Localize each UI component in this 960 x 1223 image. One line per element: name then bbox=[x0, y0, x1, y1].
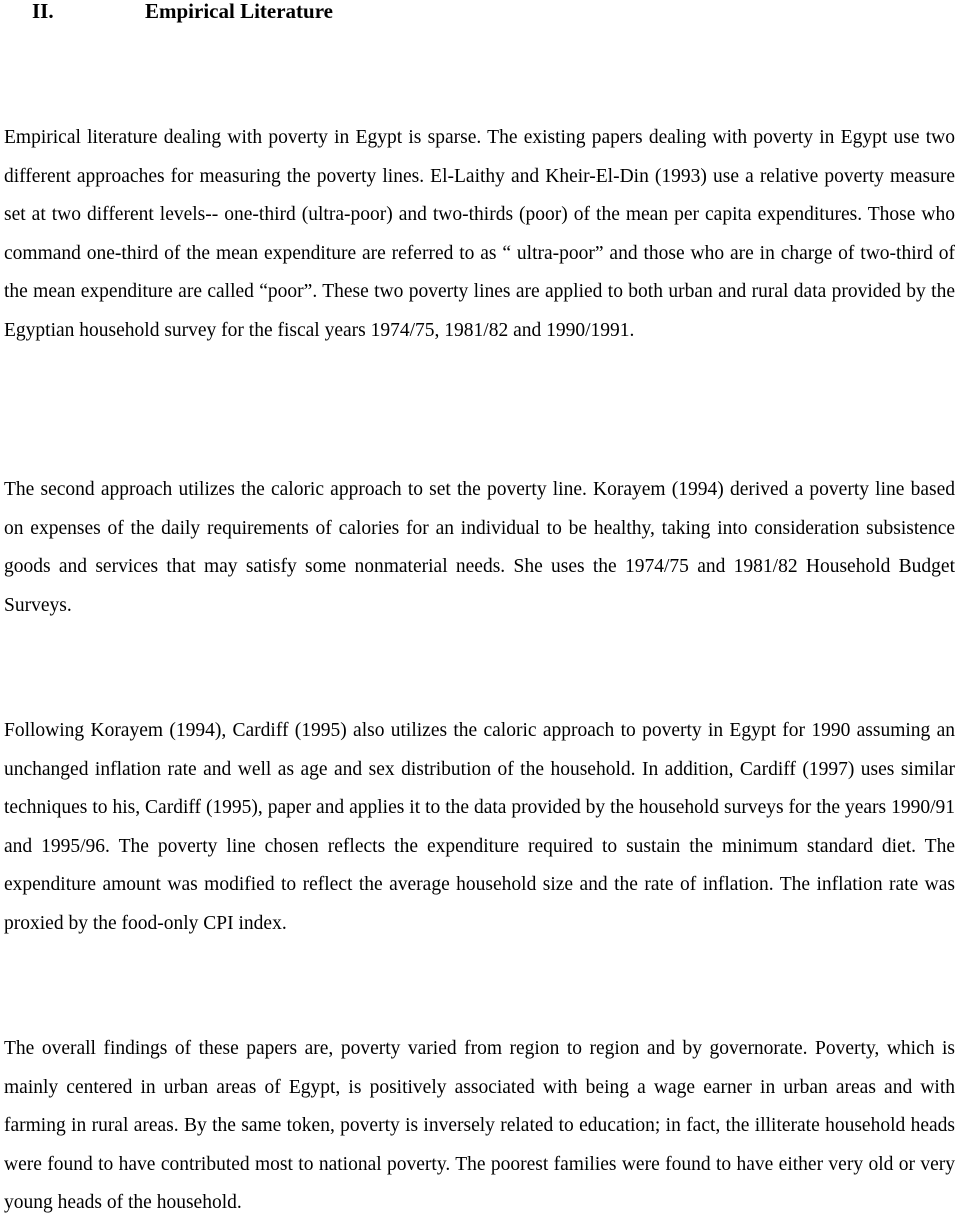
paragraph-cardiff: Following Korayem (1994), Cardiff (1995) also utilizes the caloric approach to poverty in Egypt for 1990 assuming an unchanged inflation rate and well as age and sex distribution of the household. In addition, Cardiff (1997) uses similar techniques to his, Cardiff (1995), paper and applies it to the data provided by the household surveys for the years 1990/91 and 1995/96. The poverty line chosen reflects the expenditure required to sustain the minimum standard diet. The expenditure amount was modified to reflect the average household size and the rate of inflation. The inflation rate was proxied by the food-only CPI index. bbox=[4, 720, 955, 934]
section-number: II. bbox=[32, 0, 54, 23]
section-heading bbox=[32, 0, 333, 26]
paragraph-findings: The overall findings of these papers are, poverty varied from region to region and by governorate. Poverty, which is mainly centered in urban areas of Egypt, is positively associated with being a wage earner in urban areas and with farming in rural areas. By the same token, poverty is inversely related to education; in fact, the illiterate household heads were found to have contributed most to national poverty. The poorest families were found to have either very old or very young heads of the household. bbox=[4, 1038, 955, 1213]
paragraph-intro: Empirical literature dealing with poverty in Egypt is sparse. The existing papers dealing with poverty in Egypt use two different approaches for measuring the poverty lines. El-Laithy and Kheir-El-Din (1993) use a relative poverty measure set at two different levels-- one-third (ultra-poor) and two-thirds (poor) of the mean per capita expenditures. Those who command one-third of the mean expenditure are referred to as “ ultra-poor” and those who are in charge of two-third of the mean expenditure are called “poor”. These two poverty lines are applied to both urban and rural data provided by the Egyptian household survey for the fiscal years 1974/75, 1981/82 and 1990/1991. bbox=[4, 127, 955, 341]
paragraph-caloric-approach: The second approach utilizes the caloric approach to set the poverty line. Korayem (1994) derived a poverty line based on expenses of the daily requirements of calories for an individual to be healthy, taking into consideration subsistence goods and services that may satisfy some nonmaterial needs. She uses the 1974/75 and 1981/82 Household Budget Surveys. bbox=[4, 479, 955, 616]
section-title: Empirical Literature bbox=[145, 0, 333, 23]
